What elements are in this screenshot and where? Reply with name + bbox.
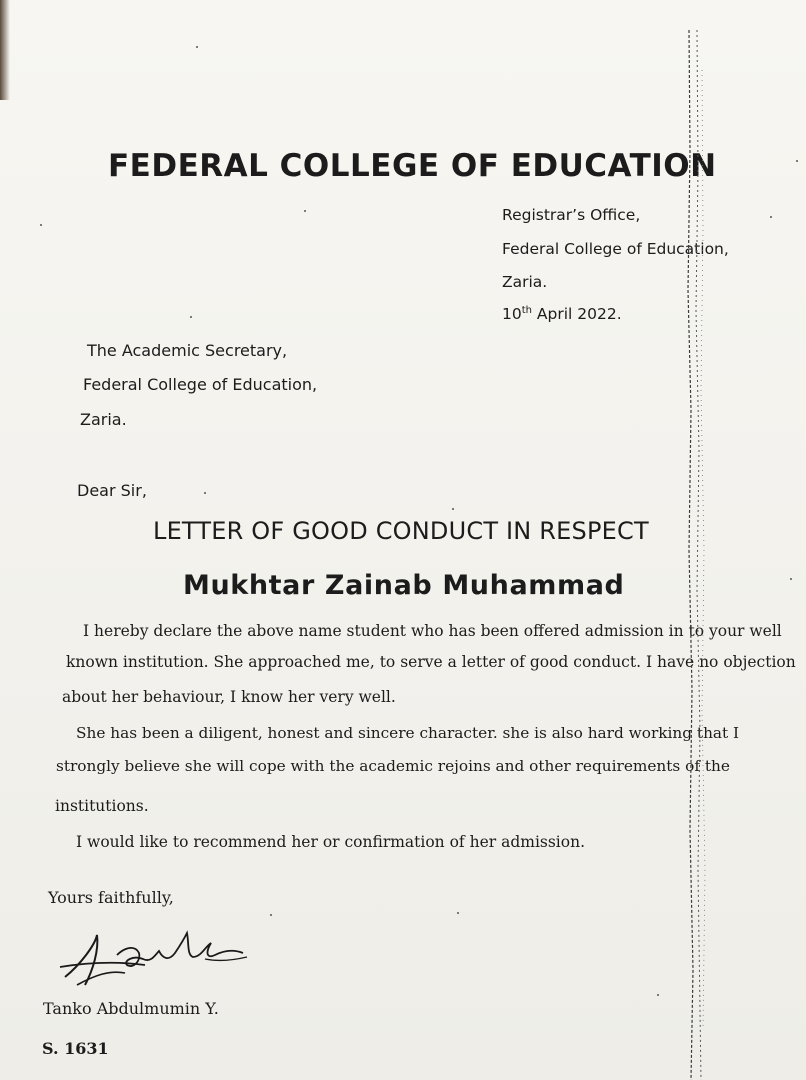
scan-speck [790,578,792,580]
scan-speck [457,912,459,914]
paragraph-2-line-2: strongly believe she will cope with the academic rejoins and other requirements of the [56,757,730,775]
signatory-name: Tanko Abdulmumin Y. [43,999,219,1018]
date-day: 10 [502,305,522,324]
sender-address-line-3: Zaria. [502,273,548,291]
paragraph-2-line-1: She has been a diligent, honest and sincere character. she is also hard working that I [76,724,740,742]
letter-subject: LETTER OF GOOD CONDUCT IN RESPECT [153,517,649,545]
recipient-address-line-1: The Academic Secretary, [87,341,288,360]
staff-number: S. 1631 [42,1039,109,1058]
handwritten-signature [55,925,255,995]
sender-address-line-1: Registrar’s Office, [502,206,641,224]
recipient-address-line-2: Federal College of Education, [83,375,318,394]
closing: Yours faithfully, [48,888,174,907]
paragraph-3: I would like to recommend her or confirmation of her admission. [76,833,586,851]
paragraph-1-line-3: about her behaviour, I know her very well. [62,688,396,706]
letter-date [502,305,622,323]
scan-speck [452,508,454,510]
letterhead-title: FEDERAL COLLEGE OF EDUCATION [108,148,717,184]
date-suffix: th [521,305,532,316]
scan-speck [204,492,206,494]
salutation: Dear Sir, [77,481,147,500]
scan-speck [796,160,798,162]
paragraph-1-line-2: known institution. She approached me, to serve a letter of good conduct. I have no objection [66,653,796,671]
scan-speck [190,316,192,318]
page-corner-shadow [0,0,10,100]
scan-speck [770,216,772,218]
date-rest: April 2022. [532,305,622,324]
paragraph-2-line-3: institutions. [55,797,149,815]
scan-speck [270,914,272,916]
student-name: Mukhtar Zainab Muhammad [183,570,625,601]
sender-address-line-2: Federal College of Education, [502,240,729,258]
scan-speck [304,210,306,212]
paragraph-1-line-1: I hereby declare the above name student who has been offered admission in to your well [83,622,782,640]
recipient-address-line-3: Zaria. [80,410,127,429]
scan-speck [40,224,42,226]
scan-speck [657,994,659,996]
scan-speck [196,46,198,48]
